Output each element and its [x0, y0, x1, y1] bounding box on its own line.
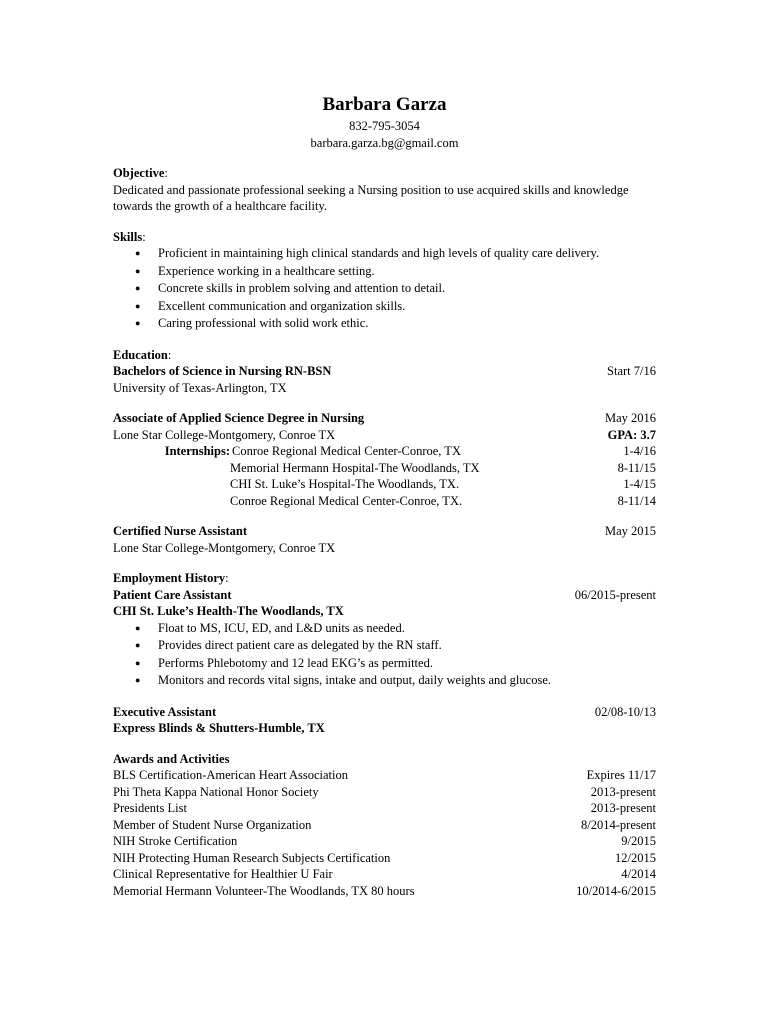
- bsn-date: Start 7/16: [607, 364, 656, 378]
- resume-page: [113, 94, 656, 899]
- internship-place: Memorial Hermann Hospital-The Woodlands, TX: [230, 460, 480, 475]
- internship-date: 1-4/16: [623, 444, 656, 458]
- cna-school: Lone Star College-Montgomery, Conroe TX: [113, 540, 336, 555]
- aas-school: Lone Star College-Montgomery, Conroe TX: [113, 427, 336, 442]
- duty-item: ● Monitors and records vital signs, intake and output, daily weights and glucose.: [113, 672, 656, 689]
- internship-row: [113, 493, 656, 510]
- job1-date: 06/2015-present: [574, 587, 656, 602]
- education-bsn: [113, 363, 656, 380]
- skill-item: ● Experience working in a healthcare setting.: [113, 263, 656, 280]
- awards-heading: Awards and Activities: [113, 751, 230, 766]
- aas-school-row: [113, 427, 656, 444]
- skills-heading: Skills:: [113, 229, 146, 244]
- award-name: BLS Certification-American Heart Association: [113, 768, 349, 782]
- award-name: NIH Protecting Human Research Subjects Certification: [113, 850, 391, 865]
- bsn-degree: Bachelors of Science in Nursing RN-BSN: [113, 364, 332, 378]
- skill-item: ● Caring professional with solid work ethic.: [113, 315, 656, 332]
- cna-date: May 2015: [604, 524, 656, 538]
- job1-title-row: [113, 587, 656, 604]
- award-name: Phi Theta Kappa National Honor Society: [113, 784, 319, 799]
- job2-title-row: [113, 704, 656, 721]
- award-row: [113, 784, 656, 801]
- skills-list: [113, 245, 656, 332]
- award-row: [113, 817, 656, 834]
- award-date: Expires 11/17: [586, 768, 656, 782]
- job2-date: 02/08-10/13: [594, 704, 656, 719]
- job1-title: Patient Care Assistant: [113, 587, 232, 602]
- award-date: 12/2015: [615, 850, 656, 865]
- award-name: NIH Stroke Certification: [113, 834, 238, 848]
- skill-item: ● Proficient in maintaining high clinical standards and high levels of quality care delivery.: [113, 245, 656, 262]
- internship-date: 1-4/15: [623, 477, 656, 491]
- award-row: [113, 767, 656, 784]
- employment-heading: Employment History:: [113, 571, 229, 585]
- education-aas: [113, 410, 656, 427]
- education-cna: [113, 523, 656, 540]
- internship-place: CHI St. Luke’s Hospital-The Woodlands, TX.: [230, 477, 460, 491]
- award-name: Memorial Hermann Volunteer-The Woodlands, TX 80 hours: [113, 883, 415, 898]
- award-date: 9/2015: [621, 834, 656, 848]
- award-row: [113, 883, 656, 900]
- award-date: 10/2014-6/2015: [576, 883, 656, 898]
- job2-title: Executive Assistant: [113, 704, 217, 719]
- aas-degree: Associate of Applied Science Degree in Nursing: [113, 411, 365, 425]
- internships-label: Internships:: [164, 444, 230, 458]
- award-date: 8/2014-present: [581, 817, 656, 832]
- job2-employer: Express Blinds & Shutters-Humble, TX: [113, 721, 325, 735]
- internship-place: Conroe Regional Medical Center-Conroe, TX.: [230, 493, 463, 508]
- award-date: 4/2014: [621, 867, 656, 881]
- award-name: Member of Student Nurse Organization: [113, 817, 312, 832]
- duty-item: ● Provides direct patient care as delegated by the RN staff.: [113, 637, 656, 654]
- duty-item: ● Float to MS, ICU, ED, and L&D units as needed.: [113, 620, 656, 637]
- job1-duties: [113, 620, 656, 689]
- internship-row: [113, 443, 656, 460]
- internship-place: Conroe Regional Medical Center-Conroe, TX: [232, 444, 461, 458]
- duty-item: ● Performs Phlebotomy and 12 lead EKG’s as permitted.: [113, 655, 656, 672]
- phone-number: 832-795-3054: [349, 119, 420, 133]
- award-row: [113, 800, 656, 817]
- internship-date: 8-11/14: [617, 493, 656, 508]
- award-date: 2013-present: [590, 801, 656, 815]
- candidate-name: Barbara Garza: [322, 94, 447, 115]
- skill-item: ● Concrete skills in problem solving and attention to detail.: [113, 280, 656, 297]
- internship-row: [113, 476, 656, 493]
- award-name: Presidents List: [113, 801, 187, 815]
- award-row: [113, 833, 656, 850]
- award-name: Clinical Representative for Healthier U Fair: [113, 867, 333, 881]
- aas-gpa: GPA: 3.7: [607, 427, 656, 442]
- objective-text: Dedicated and passionate professional seeking a Nursing position to use acquired skills and knowledge towards the growth of a healthcare facility.: [113, 182, 629, 213]
- internship-row: [113, 460, 656, 477]
- education-heading: Education:: [113, 347, 172, 362]
- aas-date: May 2016: [604, 411, 656, 425]
- internship-date: 8-11/15: [617, 460, 656, 475]
- award-row: [113, 866, 656, 883]
- email-address: barbara.garza.bg@gmail.com: [310, 135, 459, 150]
- bsn-school: University of Texas-Arlington, TX: [113, 380, 287, 395]
- skill-item: ● Excellent communication and organization skills.: [113, 298, 656, 315]
- award-date: 2013-present: [590, 784, 656, 799]
- job1-employer: CHI St. Luke’s Health-The Woodlands, TX: [113, 604, 344, 618]
- award-row: [113, 850, 656, 867]
- objective-heading: Objective:: [113, 166, 168, 180]
- cna-degree: Certified Nurse Assistant: [113, 524, 248, 538]
